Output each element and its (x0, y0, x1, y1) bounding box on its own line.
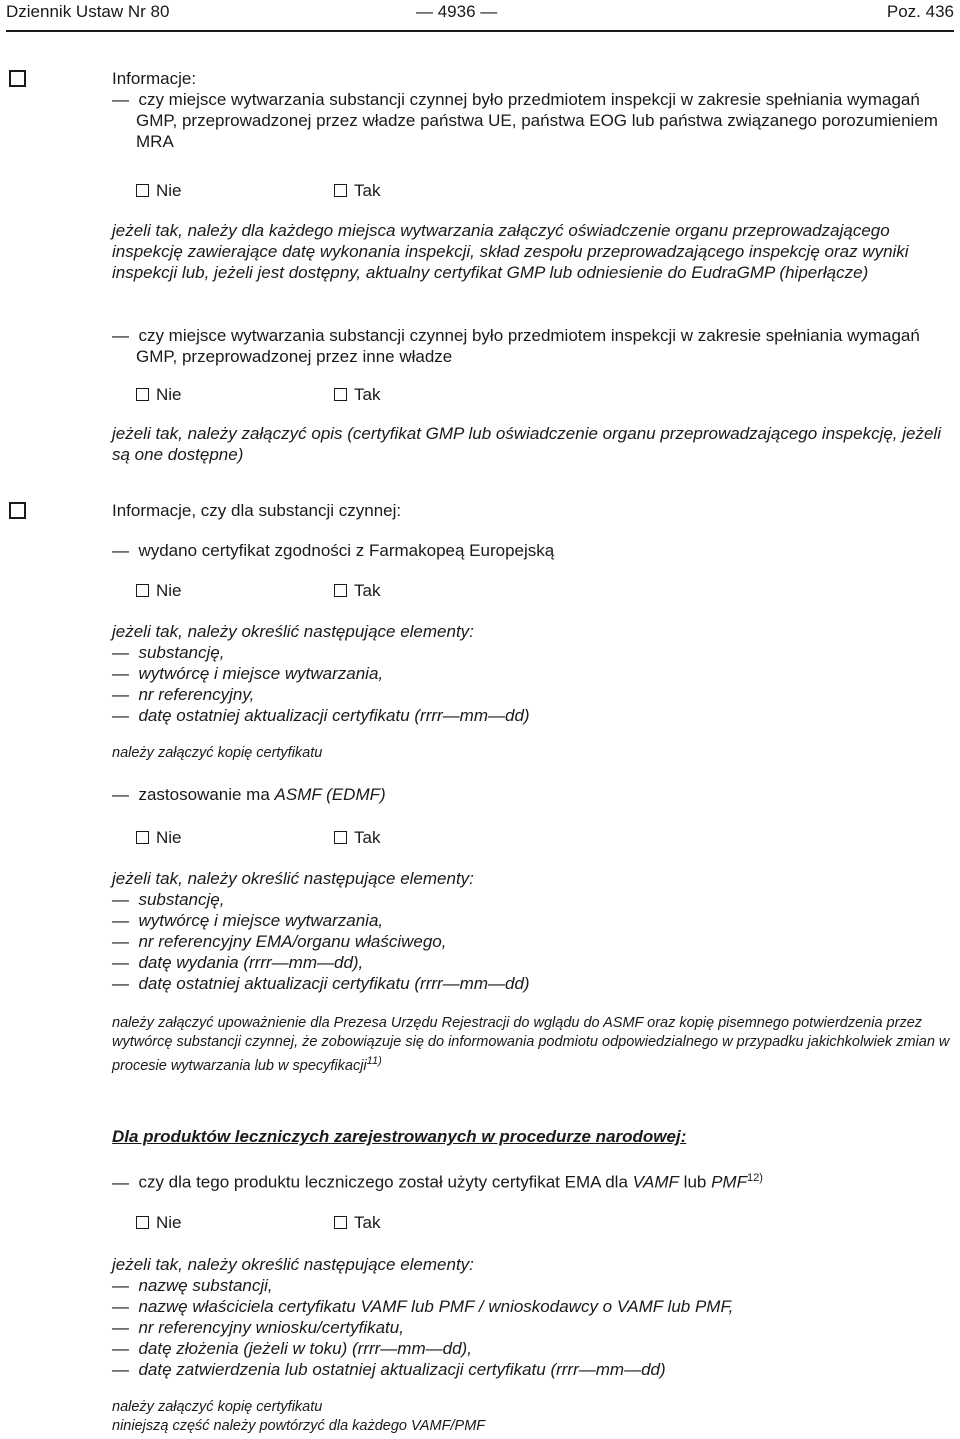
list-item: — substancję, (112, 889, 952, 910)
list-item: — wytwórcę i miejsce wytwarzania, (112, 910, 952, 931)
option-label: Nie (156, 385, 182, 404)
option-label: Tak (354, 581, 381, 600)
page-header (6, 0, 954, 32)
list-item: — nazwę właściciela certyfikatu VAMF lub PMF / wnioskodawcy o VAMF lub PMF, (112, 1296, 952, 1317)
checkbox-icon (334, 831, 347, 844)
section3-attach2: niniejszą część należy powtórzyć dla każdego VAMF/PMF (112, 1417, 486, 1434)
section2-q1-options (112, 580, 952, 602)
list-item: — datę wydania (rrrr—mm—dd), (112, 952, 952, 973)
question-text: czy dla tego produktu leczniczego został użyty certyfikat EMA dla (138, 1172, 633, 1192)
option-nie[interactable] (136, 384, 182, 405)
checkbox-icon (136, 831, 149, 844)
footnote-ref: 11) (366, 1055, 382, 1067)
list-item: — datę złożenia (jeżeli w toku) (rrrr—mm—dd), (112, 1338, 952, 1359)
list-item: — nr referencyjny wniosku/certyfikatu, (112, 1317, 952, 1338)
option-tak[interactable] (334, 180, 380, 201)
page-number: — 4936 — (416, 2, 498, 21)
option-nie[interactable] (136, 580, 182, 601)
list-item: — substancję, (112, 642, 952, 663)
section2-question1: — wydano certyfikat zgodności z Farmakopeą Europejską (112, 540, 952, 561)
option-label: Nie (156, 181, 182, 200)
section1-checkbox[interactable] (9, 70, 26, 87)
section2-checkbox[interactable] (9, 502, 26, 519)
section3-options (112, 1212, 952, 1234)
option-label: Nie (156, 828, 182, 847)
section2-q2-attach (112, 1014, 952, 1076)
option-nie[interactable] (136, 1212, 182, 1233)
section2-title: Informacje, czy dla substancji czynnej: (112, 501, 402, 520)
section1 (112, 68, 952, 465)
option-label: Tak (354, 385, 381, 404)
section3-heading: Dla produktów leczniczych zarejestrowanych w procedurze narodowej: (112, 1127, 687, 1146)
question-text: lub (678, 1172, 712, 1192)
attach-text: należy załączyć upoważnienie dla Prezesa Urzędu Rejestracji do wglądu do ASMF oraz kopię pisemnego potwierdzenia przez wytwórcę substancji czynnej, że zobowiązuje się do informowania podmiotu odpowiedzialnego w przypadku jakichkolwiek zmian w procesie wytwarzania lub w specyfikacji (112, 1015, 950, 1074)
option-tak[interactable] (334, 384, 380, 405)
option-nie[interactable] (136, 827, 182, 848)
checkbox-icon (334, 388, 347, 401)
section3-question (112, 1168, 952, 1193)
option-label: Tak (354, 828, 381, 847)
checkbox-icon (136, 388, 149, 401)
option-label: Tak (354, 1212, 381, 1232)
checkbox-icon (334, 184, 347, 197)
checkbox-icon (334, 584, 347, 597)
list-item: — nr referencyjny, (112, 684, 952, 705)
section2-q2-lead: jeżeli tak, należy określić następujące elementy: (112, 869, 474, 888)
question-text: zastosowanie ma (138, 785, 275, 804)
list-item: — nr referencyjny EMA/organu właściwego, (112, 931, 952, 952)
section1-question1: — czy miejsce wytwarzania substancji czynnej było przedmiotem inspekcji w zakresie spełniania wymagań GMP, przeprowadzonej przez władze państwa UE, państwa EOG lub państwa związanego porozumieniem MRA (112, 89, 952, 152)
section3 (112, 1126, 952, 1436)
section1-q2-options (112, 384, 952, 406)
checkbox-icon (136, 1216, 149, 1229)
list-item: — datę ostatniej aktualizacji certyfikatu (rrrr—mm—dd) (112, 705, 952, 726)
section2-q1-attach: należy załączyć kopię certyfikatu (112, 745, 323, 761)
list-item: — nazwę substancji, (112, 1275, 952, 1296)
option-label: Nie (156, 581, 182, 600)
section1-title: Informacje: (112, 69, 197, 88)
section1-q1-note: jeżeli tak, należy dla każdego miejsca wytwarzania załączyć oświadczenie organu przeprowadzającego inspekcję zawierające datę wykonania inspekcji, skład zespołu przeprowadzającego inspekcję oraz wyniki inspekcji lub, jeżeli jest dostępny, aktualny certyfikat GMP lub odniesienie do EudraGMP (hiperłącze) (112, 221, 909, 282)
section1-question2: — czy miejsce wytwarzania substancji czynnej było przedmiotem inspekcji w zakresie spełniania wymagań GMP, przeprowadzonej przez inne władze (112, 325, 952, 367)
section3-attach1: należy załączyć kopię certyfikatu (112, 1398, 323, 1415)
section2-q2-options (112, 827, 952, 849)
section3-lead: jeżeli tak, należy określić następujące elementy: (112, 1254, 474, 1274)
checkbox-icon (136, 184, 149, 197)
vamf-label: VAMF (632, 1172, 679, 1192)
section1-q1-options (112, 180, 952, 202)
list-item: — wytwórcę i miejsce wytwarzania, (112, 663, 952, 684)
option-label: Nie (156, 1212, 182, 1232)
list-item: — datę zatwierdzenia lub ostatniej aktualizacji certyfikatu (rrrr—mm—dd) (112, 1359, 952, 1380)
asmf-label: ASMF (EDMF) (274, 785, 386, 804)
option-tak[interactable] (334, 1212, 380, 1233)
pmf-label: PMF (711, 1172, 747, 1192)
footnote-ref: 12) (746, 1172, 763, 1184)
section2-q1-lead: jeżeli tak, należy określić następujące elementy: (112, 622, 474, 641)
position-number: Poz. 436 (886, 2, 954, 21)
option-tak[interactable] (334, 827, 380, 848)
section2-question2 (112, 784, 952, 805)
option-nie[interactable] (136, 180, 182, 201)
checkbox-icon (136, 584, 149, 597)
checkbox-icon (334, 1216, 347, 1229)
section1-q2-note: jeżeli tak, należy załączyć opis (certyfikat GMP lub oświadczenie organu przeprowadzającego inspekcję, jeżeli są one dostępne) (112, 424, 941, 464)
option-label: Tak (354, 181, 381, 200)
list-item: — datę ostatniej aktualizacji certyfikatu (rrrr—mm—dd) (112, 973, 952, 994)
journal-title: Dziennik Ustaw Nr 80 (6, 2, 170, 21)
option-tak[interactable] (334, 580, 380, 601)
section2 (112, 500, 952, 1076)
